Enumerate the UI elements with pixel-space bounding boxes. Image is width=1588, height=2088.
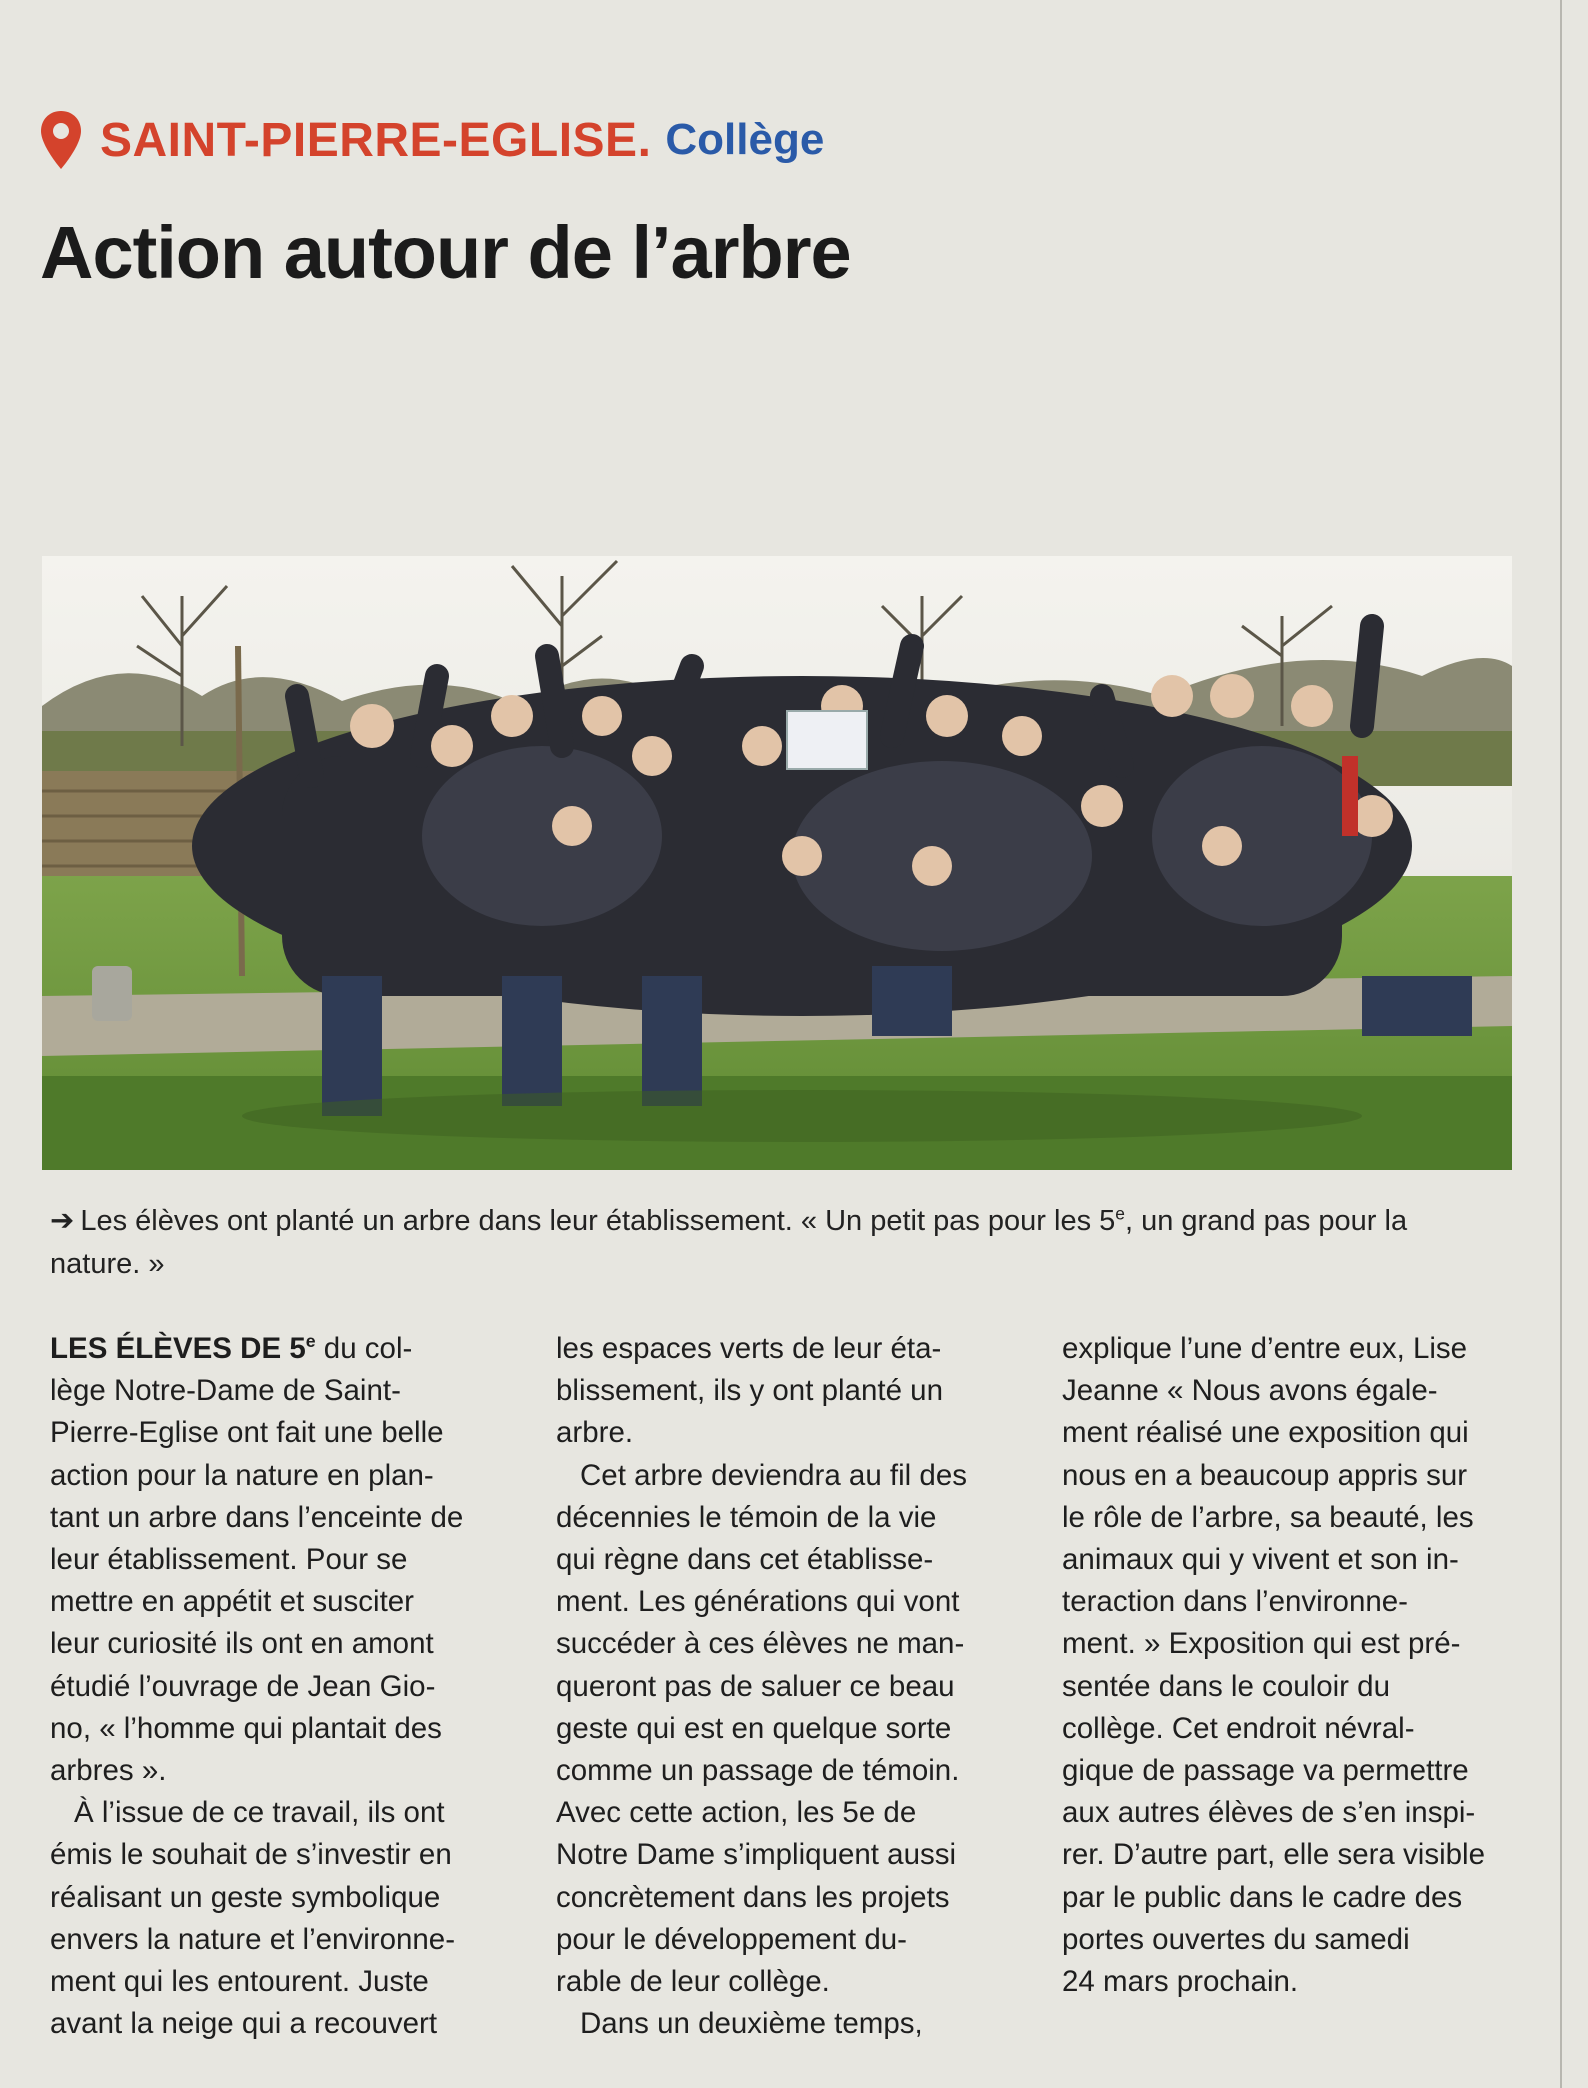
text-line: explique l’une d’entre eux, Lise [1062, 1332, 1468, 1365]
text-line: nous en a beaucoup appris sur [1062, 1458, 1468, 1492]
text-line: aux autres élèves de s’en inspi- [1062, 1796, 1476, 1830]
article-lead: LES ÉLÈVES DE 5 [50, 1332, 306, 1365]
text-line: les espaces verts de leur éta- [556, 1332, 942, 1365]
text-line: étudié l’ouvrage de Jean Gio- [50, 1669, 436, 1703]
text-line: ment. » Exposition qui est pré- [1062, 1627, 1461, 1661]
caption-text-end: , un grand pas pour la [1124, 1205, 1408, 1237]
text-line: rer. D’autre part, elle sera visible [1062, 1838, 1486, 1872]
text-line: ment réalisé une exposition qui [1062, 1416, 1469, 1450]
text-line: tant un arbre dans l’enceinte de [50, 1500, 464, 1534]
text-line: geste qui est en quelque sorte [556, 1711, 952, 1745]
text-line: pour le développement du- [556, 1922, 907, 1956]
location-pin-icon [38, 109, 84, 171]
caption-sup: e [1115, 1203, 1125, 1224]
text-line: sentée dans le couloir du [1062, 1669, 1391, 1703]
article-column-1 [50, 1328, 495, 2045]
text-line: mettre en appétit et susciter [50, 1585, 415, 1619]
text-line: Cet arbre deviendra au fil des [580, 1458, 968, 1492]
text-line: par le public dans le cadre des [1062, 1880, 1463, 1914]
text-line: animaux qui y vivent et son in- [1062, 1543, 1459, 1577]
article-column-2 [556, 1328, 1006, 2045]
text-line: réalisant un geste symbolique [50, 1880, 441, 1914]
section-place: SAINT-PIERRE-EGLISE. [100, 113, 652, 167]
text-line: À l’issue de ce travail, ils ont [74, 1796, 445, 1830]
text-line: décennies le témoin de la vie [556, 1500, 937, 1534]
text-line: blissement, ils y ont planté un [556, 1374, 943, 1408]
text-line: leur établissement. Pour se [50, 1543, 408, 1577]
text-line: ment qui les entourent. Juste [50, 1965, 429, 1999]
text-line: concrètement dans les projets [556, 1880, 950, 1914]
text-line: du col- [315, 1332, 413, 1365]
arrow-right-icon: ➔ [50, 1205, 75, 1237]
text-line: comme un passage de témoin. [556, 1754, 960, 1788]
text-line: portes ouvertes du samedi [1062, 1922, 1410, 1956]
scan-edge [1560, 0, 1562, 2088]
article-column-3 [1062, 1328, 1522, 2003]
text-line: Jeanne « Nous avons égale- [1062, 1374, 1438, 1408]
text-line: envers la nature et l’environne- [50, 1922, 456, 1956]
text-line: le rôle de l’arbre, sa beauté, les [1062, 1500, 1474, 1534]
section-header [38, 108, 824, 172]
text-line: teraction dans l’environne- [1062, 1585, 1409, 1619]
text-line: avant la neige qui a recouvert [50, 2007, 438, 2041]
text-line: émis le souhait de s’investir en [50, 1838, 452, 1872]
text-line: rable de leur collège. [556, 1965, 830, 1999]
text-line: lège Notre-Dame de Saint- [50, 1374, 401, 1408]
text-line: ment. Les générations qui vont [556, 1585, 960, 1619]
text-line: leur curiosité ils ont en amont [50, 1627, 434, 1661]
article-photo [42, 556, 1512, 1170]
text-line: 24 mars prochain. [1062, 1965, 1299, 1999]
text-line: arbre. [556, 1416, 634, 1450]
text-line: Dans un deuxième temps, [580, 2007, 923, 2041]
caption-text: Les élèves ont planté un arbre dans leur établissement. « Un petit pas pour les 5 [80, 1205, 1116, 1237]
text-line: Pierre-Eglise ont fait une belle [50, 1416, 444, 1450]
text-line: action pour la nature en plan- [50, 1458, 434, 1492]
caption-text-line2: nature. » [50, 1248, 165, 1280]
text-line: succéder à ces élèves ne man- [556, 1627, 965, 1661]
text-line: Avec cette action, les 5e de [556, 1796, 917, 1830]
article-headline: Action autour de l’arbre [40, 211, 851, 294]
text-line: no, « l’homme qui plantait des [50, 1711, 442, 1745]
text-line: Notre Dame s’impliquent aussi [556, 1838, 957, 1872]
photo-caption [50, 1200, 1520, 1286]
text-line: qui règne dans cet établisse- [556, 1543, 934, 1577]
text-line: queront pas de saluer ce beau [556, 1669, 955, 1703]
article-lead-sup: e [305, 1331, 316, 1352]
photo-students-planting-tree [42, 556, 1512, 1170]
section-topic: Collège [665, 115, 825, 164]
text-line: gique de passage va permettre [1062, 1754, 1469, 1788]
text-line: collège. Cet endroit névral- [1062, 1711, 1415, 1745]
text-line: arbres ». [50, 1754, 167, 1788]
